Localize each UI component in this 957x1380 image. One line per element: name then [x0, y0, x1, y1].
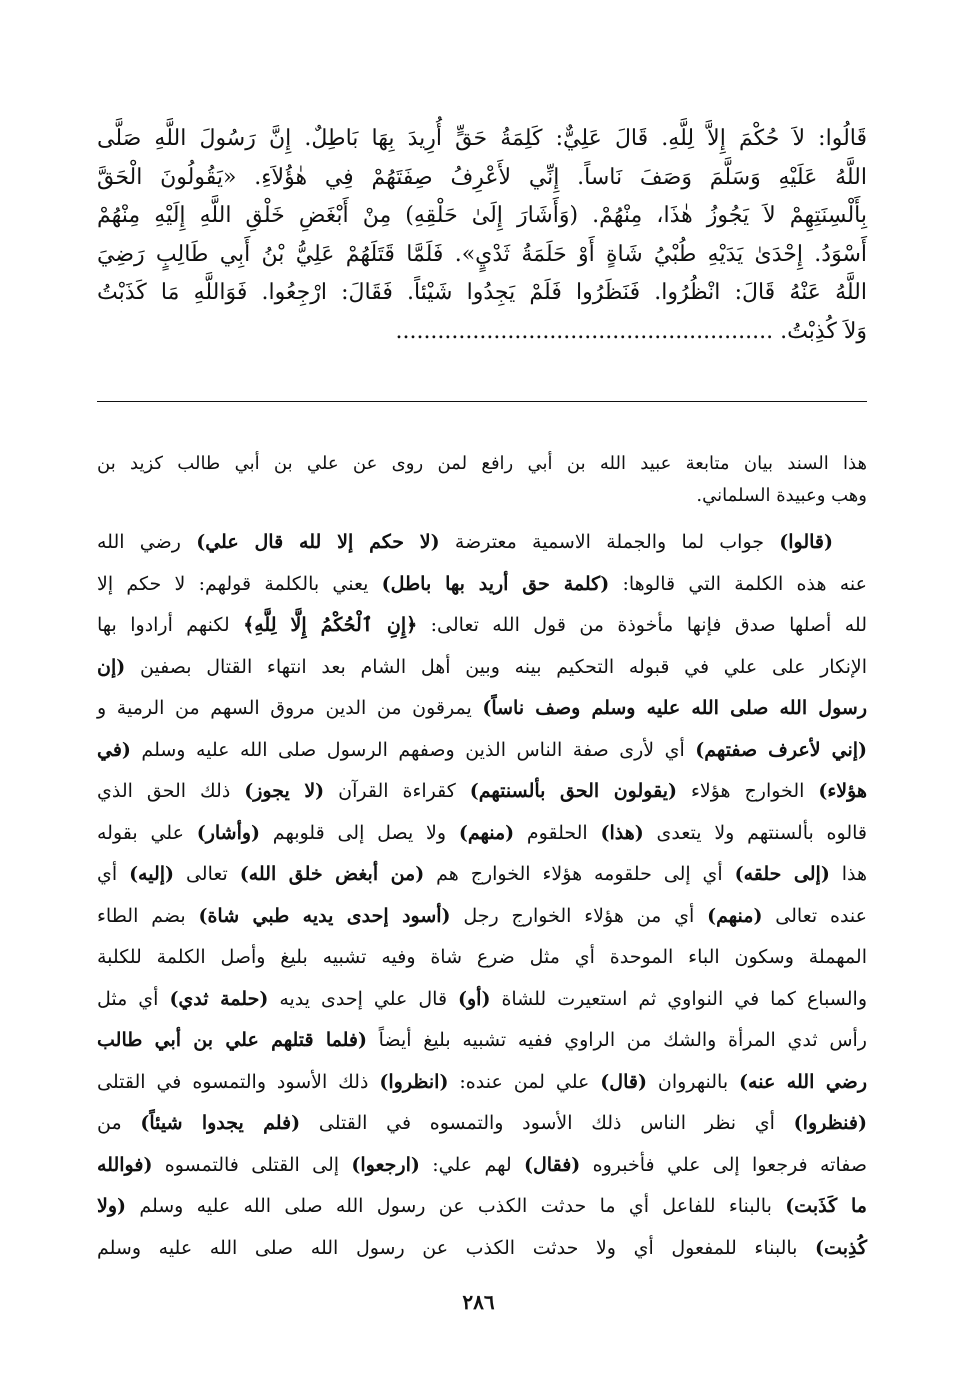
quoted-text: (قالوا)	[779, 531, 833, 553]
quoted-text: (أو)	[458, 987, 491, 1010]
quoted-text: (فلما قتلهم علي بن أبي طالب	[97, 1029, 367, 1051]
commentary-text: الحلقوم	[514, 821, 601, 844]
hadith-line: قَالُوا: لاَ حُكْمَ إِلاَّ لِلَّهِ. قَالَ عَلِيٌّ: كَلِمَةُ حَقٍّ أُرِيدَ بِهَا بَاطِلٌ. إِنَّ رَسُولَ اللَّهِ صَلَّى	[97, 126, 867, 151]
quoted-text: (منهم)	[707, 904, 763, 927]
commentary-line	[97, 771, 867, 813]
commentary-text: رضي الله	[97, 531, 197, 553]
quoted-text: (فقال)	[524, 1153, 581, 1176]
commentary-text: ولا يصل إلى قلوبهم	[260, 821, 459, 844]
quoted-text: (أسود إحدى يديه طبي شاة)	[198, 904, 451, 927]
commentary-text: ذلك الأسود والتمسوه في القتلى	[97, 1070, 380, 1093]
quoted-text: (إليه)	[129, 863, 175, 885]
commentary-text: لهم علي:	[419, 1153, 525, 1176]
commentary-line	[97, 1145, 867, 1187]
commentary-text: بالنهروان	[646, 1070, 740, 1093]
commentary-line	[97, 564, 867, 606]
quoted-text: (في	[97, 738, 131, 761]
quoted-text: (قال)	[600, 1070, 647, 1093]
quoted-text: (إن	[97, 655, 126, 678]
footnote	[97, 448, 867, 512]
commentary-text: رأس ثدي المرأة والشك من الراوي ففيه تشبيه بليغ أيضاً	[366, 1029, 867, 1051]
commentary-text: أي من هؤلاء الخوارج رجل	[450, 904, 708, 927]
quoted-text: (من أبغض خلق الله)	[239, 863, 425, 885]
page-number: ٢٨٦	[462, 1290, 495, 1314]
commentary-text: ذلك الحق الذي	[97, 780, 245, 802]
commentary-text: أي	[97, 863, 130, 885]
quoted-text: (كلمة حق أريد بها باطل)	[381, 572, 610, 595]
hadith-line: أَسْوَدُ. إِحْدَىٰ يَدَيْهِ طُبْيُ شَاةٍ أَوْ حَلَمَةُ ثَدْيٍ». فَلَمَّا قَتَلَهُمْ عَلِيُّ بْنُ أَبِي طَالِبٍ رَضِيَ	[97, 241, 867, 267]
quoted-text: (انظروا)	[379, 1070, 449, 1093]
commentary-text: عنه هذه الكلمة التي قالوها:	[609, 572, 868, 595]
quoted-text: (يقولون الحق بألسنتهم)	[469, 780, 677, 802]
quoted-text: (ارجعوا)	[351, 1153, 420, 1176]
quoted-text: (حلمة ثدي)	[169, 987, 269, 1010]
commentary-line	[97, 688, 867, 730]
commentary-text: إلى القتلى فالتمسوه	[152, 1153, 352, 1176]
quoted-text: (وأشار)	[196, 821, 261, 844]
commentary-text: يمرقون من الدين مروق السهم من الرمية و	[97, 697, 483, 719]
commentary-text: تعالى	[174, 863, 240, 885]
commentary-line	[97, 647, 867, 689]
footnote-divider	[97, 401, 867, 402]
commentary	[97, 522, 867, 1269]
commentary-line	[97, 1103, 867, 1145]
quoted-text: (فلم يجدوا شيئاً)	[140, 1112, 301, 1134]
quoted-text: (فوالله	[97, 1153, 153, 1176]
hadith-line: وَلاَ كُذِبْتُ. ......................................................	[395, 318, 867, 344]
hadith-text	[97, 120, 867, 351]
commentary-text: أي لأرى صفة الناس الذين وصفهم الرسول صلى الله عليه وسلم	[130, 738, 696, 761]
commentary-text: علي بقوله	[97, 821, 197, 844]
commentary-line	[97, 1186, 867, 1228]
commentary-line	[97, 1020, 867, 1062]
quoted-text: ما كَذَبت)	[785, 1195, 867, 1217]
commentary-text: علي لمن عنده:	[448, 1070, 601, 1093]
quoted-text: (إلى حلقه)	[734, 863, 830, 885]
quoted-text: (إني لأعرف صفتهم)	[695, 738, 867, 761]
quoted-text: (ولا	[97, 1195, 127, 1217]
quoted-text: كُذِبت)	[815, 1236, 867, 1259]
quoted-text: (منهم)	[458, 821, 515, 844]
commentary-text: لكنهم أرادوا بها	[97, 614, 244, 636]
quoted-text: (هذا)	[600, 821, 644, 844]
commentary-text: قال علي إحدى يديه	[268, 987, 459, 1010]
commentary-line	[97, 813, 867, 855]
hadith-line: اللَّهُ عَلَيْهِ وَسَلَّمَ وَصَفَ نَاساً. إِنِّي لأَعْرِفُ صِفَتَهُمْ فِي هٰؤُلاَءِ. «يَقُولُونَ الْحَقَّ	[97, 164, 867, 190]
commentary-line	[97, 605, 867, 647]
commentary-text: هذا	[829, 863, 867, 885]
quoted-text: (فنظروا)	[793, 1112, 867, 1134]
commentary-text: جواب لما والجملة الاسمية معترضة	[439, 531, 780, 553]
commentary-line	[97, 1062, 867, 1104]
quoted-text: (لا يجوز)	[244, 780, 325, 802]
commentary-text: بالبناء للفاعل أي ما حدثت الكذب عن رسول الله صلى الله عليه وسلم	[126, 1195, 786, 1217]
quoted-text: هؤلاء)	[818, 780, 867, 802]
commentary-text: لله أصلها صدق فإنها مأخوذة من قول الله تعالى:	[417, 614, 867, 636]
commentary-text: الإنكار على علي في قبوله التحكيم بينه وبين أهل الشام بعد انتهاء القتال بصفين	[125, 655, 867, 678]
commentary-line	[97, 1228, 867, 1270]
commentary-line	[97, 522, 867, 564]
commentary-text: أي نظر الناس ذلك الأسود والتمسوه في القتلى	[300, 1112, 794, 1134]
commentary-text: المهملة وسكون الباء الموحدة أي مثل ضرع شاة وفيه تشبيه بليغ وأصل الكلمة للكلبة	[97, 946, 867, 968]
commentary-line	[97, 730, 867, 772]
commentary-text: والسباع كما في النواوي ثم استعيرت للشاة	[490, 987, 868, 1010]
hadith-line: بِأَلْسِنَتِهِمْ لاَ يَجُوزُ هٰذَا، مِنْهُمْ. (وَأَشَارَ إِلَىٰ حَلْقِهِ) مِنْ أَبْغَضِ خَلْقِ اللَّهِ إِلَيْهِ مِنْهُمْ	[97, 203, 867, 228]
commentary-text: الخوارج هؤلاء	[676, 780, 819, 802]
commentary-line	[97, 937, 867, 979]
commentary-text: أي مثل	[97, 987, 170, 1010]
quoted-text: ﴿إِنِ ٱلْحُكْمُ إِلَّا لِلَّهِ﴾	[243, 614, 418, 636]
commentary-text: بالبناء للمفعول أي ولا حدثت الكذب عن رسول الله صلى الله عليه وسلم	[97, 1236, 816, 1259]
commentary-text: من	[97, 1112, 141, 1134]
commentary-line	[97, 854, 867, 896]
commentary-text: بضم الطاء	[97, 904, 199, 927]
quoted-text: رسول الله صلى الله عليه وسلم وصف ناساً)	[482, 697, 867, 719]
footnote-line: وهب وعبيدة السلماني.	[696, 485, 867, 506]
commentary-line	[97, 979, 867, 1021]
commentary-text: صفاته فرجعوا إلى علي فأخبروه	[580, 1153, 868, 1176]
commentary-text: عنده تعالى	[762, 904, 867, 927]
quoted-text: رضي الله عنه)	[739, 1070, 867, 1093]
commentary-text: قالوه بألسنتهم ولا يتعدى	[643, 821, 867, 844]
commentary-line	[97, 896, 867, 938]
quoted-text: (لا حكم إلا لله قال علي)	[196, 531, 440, 553]
commentary-text: أي إلى حلقومه هؤلاء الخوارج هم	[424, 863, 735, 885]
footnote-line: هذا السند بيان متابعة عبيد الله بن أبي رافع لمن روى عن علي بن أبي طالب كزيد بن	[97, 453, 867, 474]
commentary-text: يعني بالكلمة قولهم: لا حكم إلا	[97, 572, 382, 595]
hadith-line: اللَّهُ عَنْهُ قَالَ: انْظُرُوا. فَنَظَرُوا فَلَمْ يَجِدُوا شَيْئاً. فَقَالَ: ارْجِعُوا. فَوَاللَّهِ مَا كَذَبْتُ	[97, 280, 867, 305]
commentary-text: كقراءة القرآن	[324, 780, 470, 802]
